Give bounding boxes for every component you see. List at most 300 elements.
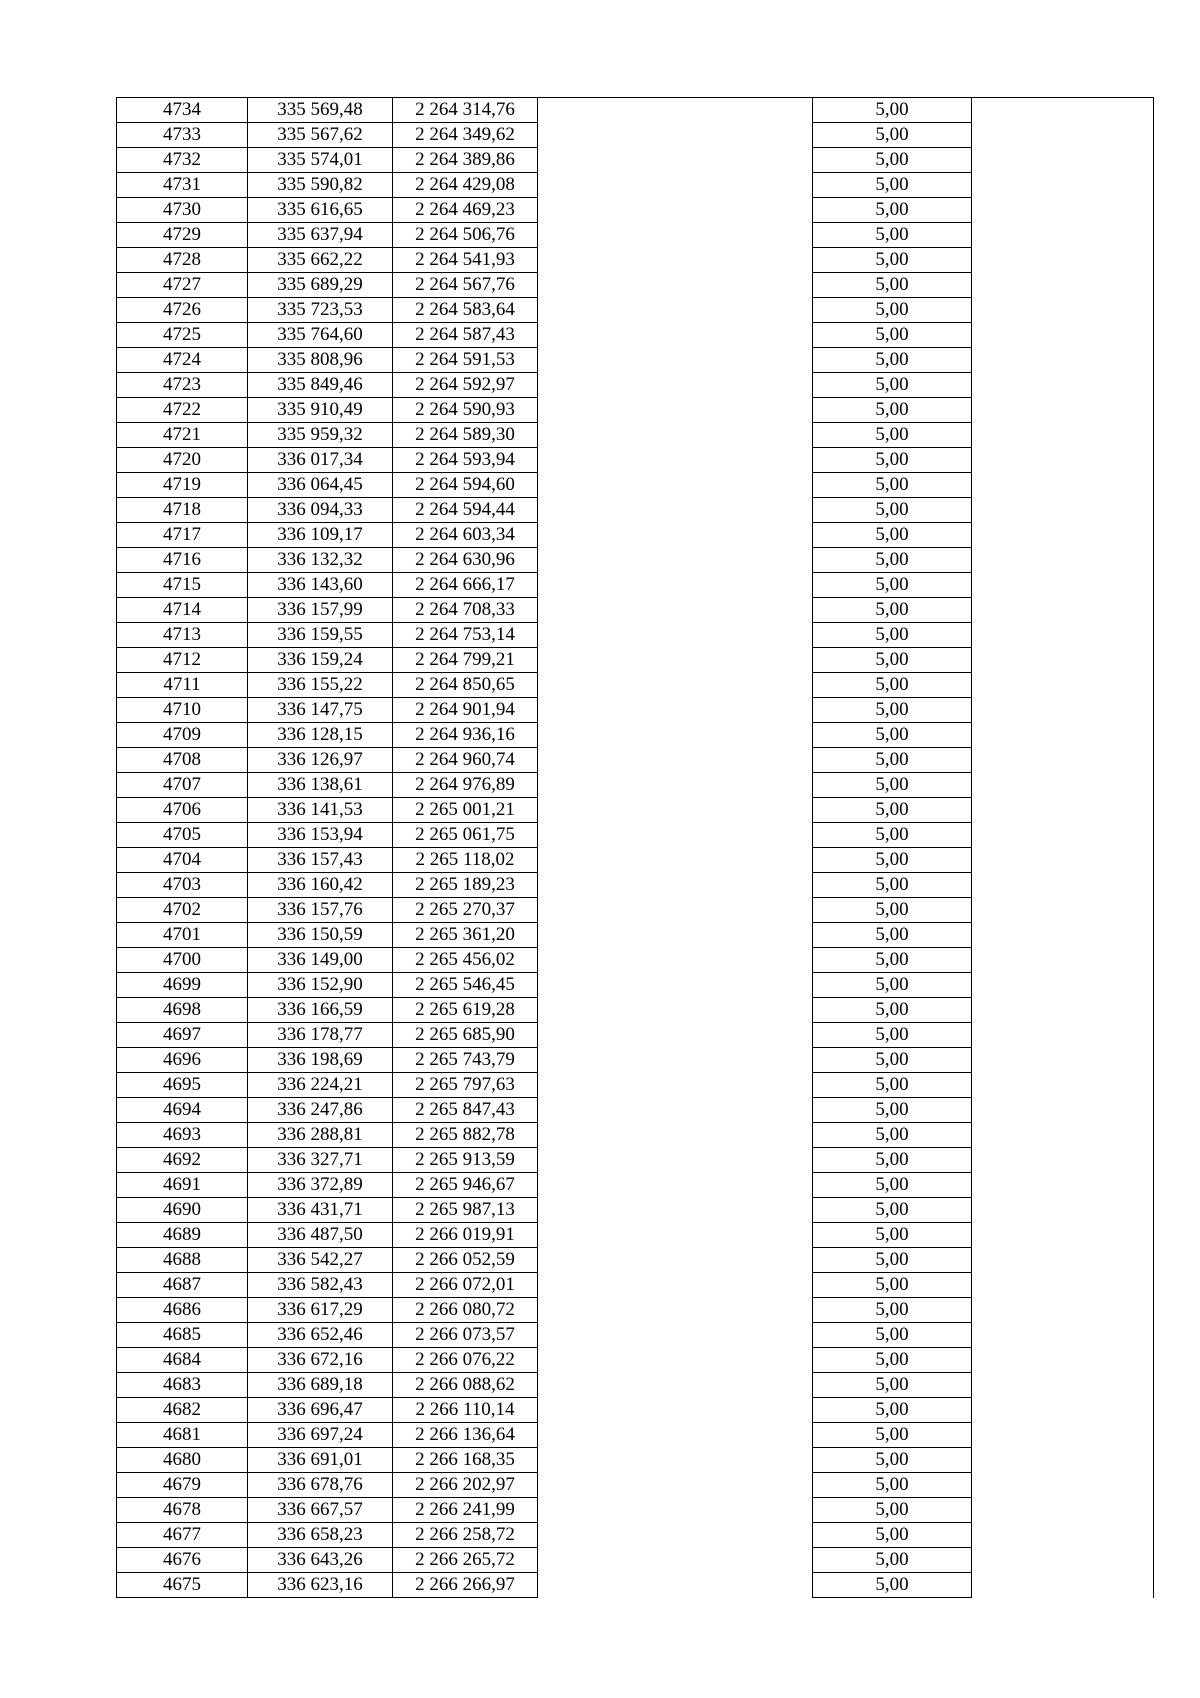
point-number-cell: 4701 [117,923,248,948]
blank-cell [538,1248,813,1273]
table-row [117,1198,1154,1223]
error-value-cell: 5,00 [813,1548,972,1573]
error-value-cell: 5,00 [813,1523,972,1548]
table-row [117,1123,1154,1148]
y-coordinate-cell: 2 265 913,59 [393,1148,538,1173]
blank-cell [538,1048,813,1073]
blank-cell [972,373,1154,398]
blank-cell [972,1423,1154,1448]
point-number-cell: 4698 [117,998,248,1023]
x-coordinate-cell: 336 149,00 [248,948,393,973]
table-row [117,1373,1154,1398]
y-coordinate-cell: 2 266 266,97 [393,1573,538,1598]
table-row [117,123,1154,148]
table-row [117,1048,1154,1073]
blank-cell [538,348,813,373]
blank-cell [538,698,813,723]
y-coordinate-cell: 2 266 168,35 [393,1448,538,1473]
blank-cell [538,1498,813,1523]
blank-cell [972,423,1154,448]
error-value-cell: 5,00 [813,998,972,1023]
table-row [117,373,1154,398]
y-coordinate-cell: 2 264 753,14 [393,623,538,648]
y-coordinate-cell: 2 264 960,74 [393,748,538,773]
error-value-cell: 5,00 [813,673,972,698]
blank-cell [972,1273,1154,1298]
blank-cell [972,498,1154,523]
y-coordinate-cell: 2 264 349,62 [393,123,538,148]
x-coordinate-cell: 336 159,55 [248,623,393,648]
table-row [117,398,1154,423]
x-coordinate-cell: 336 178,77 [248,1023,393,1048]
error-value-cell: 5,00 [813,573,972,598]
x-coordinate-cell: 335 616,65 [248,198,393,223]
y-coordinate-cell: 2 265 361,20 [393,923,538,948]
error-value-cell: 5,00 [813,1273,972,1298]
blank-cell [972,873,1154,898]
point-number-cell: 4699 [117,973,248,998]
blank-cell [538,1298,813,1323]
x-coordinate-cell: 335 959,32 [248,423,393,448]
error-value-cell: 5,00 [813,1448,972,1473]
error-value-cell: 5,00 [813,1223,972,1248]
blank-cell [972,1448,1154,1473]
blank-cell [538,273,813,298]
x-coordinate-cell: 336 247,86 [248,1098,393,1123]
point-number-cell: 4678 [117,1498,248,1523]
x-coordinate-cell: 336 617,29 [248,1298,393,1323]
error-value-cell: 5,00 [813,1173,972,1198]
blank-cell [972,1173,1154,1198]
blank-cell [972,598,1154,623]
error-value-cell: 5,00 [813,373,972,398]
point-number-cell: 4726 [117,298,248,323]
table-row [117,898,1154,923]
blank-cell [538,1548,813,1573]
x-coordinate-cell: 335 808,96 [248,348,393,373]
y-coordinate-cell: 2 264 850,65 [393,673,538,698]
blank-cell [538,1398,813,1423]
blank-cell [538,923,813,948]
table-row [117,1023,1154,1048]
blank-cell [538,148,813,173]
blank-cell [538,848,813,873]
blank-cell [972,1048,1154,1073]
x-coordinate-cell: 336 143,60 [248,573,393,598]
error-value-cell: 5,00 [813,598,972,623]
x-coordinate-cell: 336 487,50 [248,1223,393,1248]
error-value-cell: 5,00 [813,523,972,548]
y-coordinate-cell: 2 264 591,53 [393,348,538,373]
point-number-cell: 4734 [117,98,248,123]
point-number-cell: 4732 [117,148,248,173]
y-coordinate-cell: 2 265 061,75 [393,823,538,848]
x-coordinate-cell: 335 689,29 [248,273,393,298]
point-number-cell: 4695 [117,1073,248,1098]
x-coordinate-cell: 336 094,33 [248,498,393,523]
blank-cell [972,998,1154,1023]
point-number-cell: 4713 [117,623,248,648]
point-number-cell: 4733 [117,123,248,148]
blank-cell [538,523,813,548]
error-value-cell: 5,00 [813,1123,972,1148]
blank-cell [972,1123,1154,1148]
table-row [117,1248,1154,1273]
error-value-cell: 5,00 [813,173,972,198]
table-row [117,1223,1154,1248]
table-row [117,223,1154,248]
error-value-cell: 5,00 [813,798,972,823]
point-number-cell: 4675 [117,1573,248,1598]
y-coordinate-cell: 2 264 506,76 [393,223,538,248]
point-number-cell: 4681 [117,1423,248,1448]
error-value-cell: 5,00 [813,773,972,798]
blank-cell [538,873,813,898]
y-coordinate-cell: 2 264 603,34 [393,523,538,548]
point-number-cell: 4711 [117,673,248,698]
point-number-cell: 4685 [117,1323,248,1348]
y-coordinate-cell: 2 266 072,01 [393,1273,538,1298]
y-coordinate-cell: 2 264 469,23 [393,198,538,223]
table-row [117,323,1154,348]
x-coordinate-cell: 336 672,16 [248,1348,393,1373]
point-number-cell: 4712 [117,648,248,673]
blank-cell [538,773,813,798]
y-coordinate-cell: 2 264 976,89 [393,773,538,798]
y-coordinate-cell: 2 264 587,43 [393,323,538,348]
point-number-cell: 4728 [117,248,248,273]
x-coordinate-cell: 336 372,89 [248,1173,393,1198]
blank-cell [538,298,813,323]
point-number-cell: 4696 [117,1048,248,1073]
point-number-cell: 4690 [117,1198,248,1223]
y-coordinate-cell: 2 265 743,79 [393,1048,538,1073]
y-coordinate-cell: 2 265 001,21 [393,798,538,823]
table-row [117,698,1154,723]
point-number-cell: 4702 [117,898,248,923]
table-row [117,748,1154,773]
x-coordinate-cell: 336 157,99 [248,598,393,623]
table-row [117,1548,1154,1573]
point-number-cell: 4706 [117,798,248,823]
table-row [117,1523,1154,1548]
x-coordinate-cell: 336 150,59 [248,923,393,948]
point-number-cell: 4731 [117,173,248,198]
point-number-cell: 4704 [117,848,248,873]
table-row [117,648,1154,673]
x-coordinate-cell: 335 590,82 [248,173,393,198]
x-coordinate-cell: 336 064,45 [248,473,393,498]
table-row [117,923,1154,948]
blank-cell [538,1198,813,1223]
blank-cell [538,1173,813,1198]
x-coordinate-cell: 336 224,21 [248,1073,393,1098]
blank-cell [538,1448,813,1473]
y-coordinate-cell: 2 264 567,76 [393,273,538,298]
error-value-cell: 5,00 [813,623,972,648]
y-coordinate-cell: 2 266 136,64 [393,1423,538,1448]
blank-cell [972,898,1154,923]
coordinates-table-body [117,98,1154,1598]
blank-cell [972,1223,1154,1248]
blank-cell [538,1148,813,1173]
error-value-cell: 5,00 [813,748,972,773]
blank-cell [972,1573,1154,1598]
y-coordinate-cell: 2 265 270,37 [393,898,538,923]
y-coordinate-cell: 2 265 456,02 [393,948,538,973]
point-number-cell: 4710 [117,698,248,723]
x-coordinate-cell: 336 157,76 [248,898,393,923]
blank-cell [538,1423,813,1448]
point-number-cell: 4705 [117,823,248,848]
blank-cell [538,323,813,348]
blank-cell [538,398,813,423]
y-coordinate-cell: 2 266 258,72 [393,1523,538,1548]
blank-cell [538,823,813,848]
point-number-cell: 4719 [117,473,248,498]
blank-cell [972,398,1154,423]
table-row [117,98,1154,123]
error-value-cell: 5,00 [813,1073,972,1098]
blank-cell [972,1498,1154,1523]
y-coordinate-cell: 2 265 118,02 [393,848,538,873]
table-row [117,1098,1154,1123]
x-coordinate-cell: 336 198,69 [248,1048,393,1073]
y-coordinate-cell: 2 266 110,14 [393,1398,538,1423]
table-row [117,598,1154,623]
table-row [117,248,1154,273]
x-coordinate-cell: 335 849,46 [248,373,393,398]
coordinates-table [116,97,1154,1598]
error-value-cell: 5,00 [813,923,972,948]
y-coordinate-cell: 2 264 901,94 [393,698,538,723]
error-value-cell: 5,00 [813,1098,972,1123]
blank-cell [972,323,1154,348]
error-value-cell: 5,00 [813,223,972,248]
error-value-cell: 5,00 [813,323,972,348]
table-row [117,1573,1154,1598]
error-value-cell: 5,00 [813,948,972,973]
error-value-cell: 5,00 [813,898,972,923]
x-coordinate-cell: 335 662,22 [248,248,393,273]
blank-cell [972,848,1154,873]
y-coordinate-cell: 2 264 314,76 [393,98,538,123]
x-coordinate-cell: 336 132,32 [248,548,393,573]
blank-cell [538,1023,813,1048]
point-number-cell: 4721 [117,423,248,448]
blank-cell [972,223,1154,248]
x-coordinate-cell: 336 643,26 [248,1548,393,1573]
error-value-cell: 5,00 [813,1473,972,1498]
table-row [117,473,1154,498]
blank-cell [538,898,813,923]
table-row [117,948,1154,973]
y-coordinate-cell: 2 264 708,33 [393,598,538,623]
error-value-cell: 5,00 [813,848,972,873]
table-row [117,498,1154,523]
blank-cell [972,148,1154,173]
table-row [117,198,1154,223]
point-number-cell: 4676 [117,1548,248,1573]
point-number-cell: 4688 [117,1248,248,1273]
blank-cell [972,1323,1154,1348]
blank-cell [972,1348,1154,1373]
table-row [117,673,1154,698]
x-coordinate-cell: 336 126,97 [248,748,393,773]
x-coordinate-cell: 336 128,15 [248,723,393,748]
blank-cell [972,273,1154,298]
table-row [117,348,1154,373]
point-number-cell: 4714 [117,598,248,623]
point-number-cell: 4682 [117,1398,248,1423]
point-number-cell: 4689 [117,1223,248,1248]
blank-cell [538,173,813,198]
blank-cell [538,1573,813,1598]
y-coordinate-cell: 2 264 593,94 [393,448,538,473]
table-row [117,298,1154,323]
table-row [117,1323,1154,1348]
table-row [117,1398,1154,1423]
table-row [117,1498,1154,1523]
table-row [117,723,1154,748]
error-value-cell: 5,00 [813,1398,972,1423]
y-coordinate-cell: 2 266 265,72 [393,1548,538,1573]
point-number-cell: 4720 [117,448,248,473]
point-number-cell: 4730 [117,198,248,223]
y-coordinate-cell: 2 266 088,62 [393,1373,538,1398]
x-coordinate-cell: 336 327,71 [248,1148,393,1173]
x-coordinate-cell: 336 109,17 [248,523,393,548]
point-number-cell: 4707 [117,773,248,798]
blank-cell [538,998,813,1023]
error-value-cell: 5,00 [813,398,972,423]
blank-cell [972,1473,1154,1498]
blank-cell [538,1523,813,1548]
blank-cell [538,248,813,273]
table-row [117,523,1154,548]
table-row [117,973,1154,998]
table-row [117,998,1154,1023]
blank-cell [538,723,813,748]
point-number-cell: 4703 [117,873,248,898]
x-coordinate-cell: 335 764,60 [248,323,393,348]
blank-cell [538,1073,813,1098]
blank-cell [972,298,1154,323]
error-value-cell: 5,00 [813,1048,972,1073]
blank-cell [972,573,1154,598]
point-number-cell: 4729 [117,223,248,248]
blank-cell [538,1273,813,1298]
blank-cell [972,98,1154,123]
point-number-cell: 4716 [117,548,248,573]
blank-cell [972,948,1154,973]
y-coordinate-cell: 2 264 389,86 [393,148,538,173]
x-coordinate-cell: 336 166,59 [248,998,393,1023]
blank-cell [538,1323,813,1348]
blank-cell [972,1548,1154,1573]
table-row [117,573,1154,598]
blank-cell [972,548,1154,573]
x-coordinate-cell: 336 431,71 [248,1198,393,1223]
y-coordinate-cell: 2 266 202,97 [393,1473,538,1498]
blank-cell [538,373,813,398]
error-value-cell: 5,00 [813,123,972,148]
table-row [117,173,1154,198]
error-value-cell: 5,00 [813,1423,972,1448]
x-coordinate-cell: 336 157,43 [248,848,393,873]
y-coordinate-cell: 2 265 882,78 [393,1123,538,1148]
blank-cell [538,1473,813,1498]
y-coordinate-cell: 2 265 987,13 [393,1198,538,1223]
y-coordinate-cell: 2 264 429,08 [393,173,538,198]
error-value-cell: 5,00 [813,548,972,573]
y-coordinate-cell: 2 265 189,23 [393,873,538,898]
x-coordinate-cell: 336 159,24 [248,648,393,673]
blank-cell [972,673,1154,698]
error-value-cell: 5,00 [813,1373,972,1398]
x-coordinate-cell: 336 652,46 [248,1323,393,1348]
x-coordinate-cell: 335 637,94 [248,223,393,248]
point-number-cell: 4724 [117,348,248,373]
error-value-cell: 5,00 [813,1298,972,1323]
blank-cell [538,673,813,698]
x-coordinate-cell: 336 667,57 [248,1498,393,1523]
blank-cell [972,523,1154,548]
blank-cell [972,973,1154,998]
error-value-cell: 5,00 [813,1148,972,1173]
blank-cell [538,498,813,523]
x-coordinate-cell: 336 155,22 [248,673,393,698]
point-number-cell: 4725 [117,323,248,348]
error-value-cell: 5,00 [813,273,972,298]
blank-cell [972,1148,1154,1173]
point-number-cell: 4692 [117,1148,248,1173]
point-number-cell: 4718 [117,498,248,523]
table-row [117,423,1154,448]
blank-cell [538,98,813,123]
x-coordinate-cell: 336 147,75 [248,698,393,723]
blank-cell [538,1123,813,1148]
blank-cell [972,773,1154,798]
blank-cell [538,1373,813,1398]
error-value-cell: 5,00 [813,723,972,748]
y-coordinate-cell: 2 264 594,44 [393,498,538,523]
x-coordinate-cell: 336 141,53 [248,798,393,823]
blank-cell [972,1373,1154,1398]
y-coordinate-cell: 2 266 019,91 [393,1223,538,1248]
blank-cell [972,1398,1154,1423]
x-coordinate-cell: 336 138,61 [248,773,393,798]
error-value-cell: 5,00 [813,973,972,998]
y-coordinate-cell: 2 265 847,43 [393,1098,538,1123]
x-coordinate-cell: 336 582,43 [248,1273,393,1298]
error-value-cell: 5,00 [813,423,972,448]
y-coordinate-cell: 2 266 241,99 [393,1498,538,1523]
point-number-cell: 4708 [117,748,248,773]
y-coordinate-cell: 2 264 799,21 [393,648,538,673]
error-value-cell: 5,00 [813,1348,972,1373]
blank-cell [972,348,1154,373]
y-coordinate-cell: 2 264 589,30 [393,423,538,448]
point-number-cell: 4686 [117,1298,248,1323]
error-value-cell: 5,00 [813,98,972,123]
error-value-cell: 5,00 [813,148,972,173]
y-coordinate-cell: 2 264 590,93 [393,398,538,423]
x-coordinate-cell: 336 689,18 [248,1373,393,1398]
x-coordinate-cell: 336 160,42 [248,873,393,898]
point-number-cell: 4727 [117,273,248,298]
y-coordinate-cell: 2 265 546,45 [393,973,538,998]
